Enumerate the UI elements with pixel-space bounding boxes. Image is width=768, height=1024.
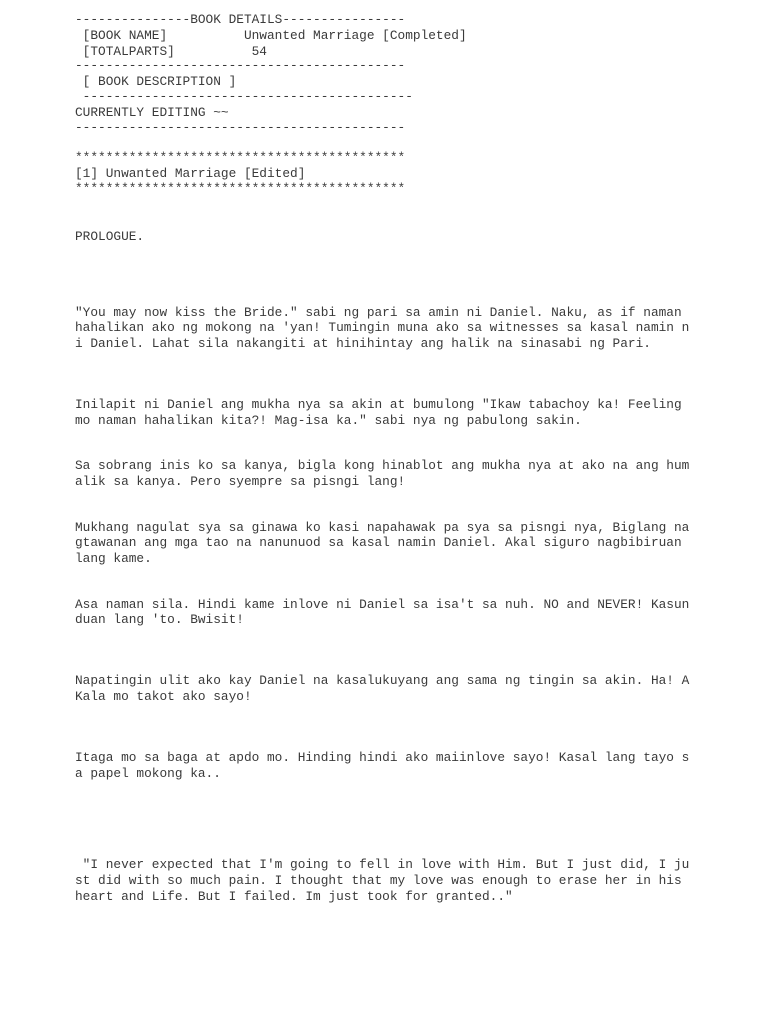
paragraph-line: lang kame. [75,551,152,566]
paragraph-line: duan lang 'to. Bwisit! [75,612,244,627]
paragraph-line: Sa sobrang inis ko sa kanya, bigla kong hinablot ang mukha nya at ako na ang hum [75,458,690,473]
quote-line: heart and Life. But I failed. Im just took for granted.." [75,889,513,904]
divider-rule: ------------------------------------------- [75,58,406,73]
asterisk-rule: ******************************************* [75,181,406,196]
paragraph-line: Kala mo takot ako sayo! [75,689,252,704]
paragraph-line: mo naman hahalikan kita?! Mag-isa ka." sabi nya ng pabulong sakin. [75,413,582,428]
divider-rule: ------------------------------------------- [75,120,406,135]
paragraph-line: Inilapit ni Daniel ang mukha nya sa akin at bumulong "Ikaw tabachoy ka! Feeling [75,397,682,412]
paragraph-line: hahalikan ako ng mokong na 'yan! Tumingin muna ako sa witnesses sa kasal namin n [75,320,690,335]
paragraph-line: gtawanan ang mga tao na nanunuod sa kasal namin Daniel. Akal siguro nagbibiruan [75,535,682,550]
quote-line: st did with so much pain. I thought that my love was enough to erase her in his [75,873,682,888]
asterisk-rule: ******************************************* [75,150,406,165]
book-name-row: [BOOK NAME] Unwanted Marriage [Completed] [75,28,467,43]
paragraph-line: Itaga mo sa baga at apdo mo. Hinding hindi ako maiinlove sayo! Kasal lang tayo s [75,750,690,765]
editing-note: CURRENTLY EDITING ~~ [75,105,229,120]
book-description-heading: [ BOOK DESCRIPTION ] [75,74,237,89]
paragraph-line: Asa naman sila. Hindi kame inlove ni Daniel sa isa't sa nuh. NO and NEVER! Kasun [75,597,690,612]
total-parts-row: [TOTALPARTS] 54 [75,44,267,59]
paragraph-line: Napatingin ulit ako kay Daniel na kasalukuyang ang sama ng tingin sa akin. Ha! A [75,673,690,688]
quote-line: "I never expected that I'm going to fell in love with Him. But I just did, I ju [75,857,690,872]
paragraph-line: Mukhang nagulat sya sa ginawa ko kasi napahawak pa sya sa pisngi nya, Biglang na [75,520,690,535]
paragraph-line: i Daniel. Lahat sila nakangiti at hinihintay ang halik na sinasabi ng Pari. [75,336,651,351]
chapter-title: [1] Unwanted Marriage [Edited] [75,166,306,181]
paragraph-line: a papel mokong ka.. [75,766,221,781]
book-details-banner: ---------------BOOK DETAILS---------------- [75,12,406,27]
divider-rule: ------------------------------------------- [75,89,413,104]
paragraph-line: alik sa kanya. Pero syempre sa pisngi lang! [75,474,406,489]
paragraph-line: "You may now kiss the Bride." sabi ng pari sa amin ni Daniel. Naku, as if naman [75,305,682,320]
section-heading: PROLOGUE. [75,229,145,244]
